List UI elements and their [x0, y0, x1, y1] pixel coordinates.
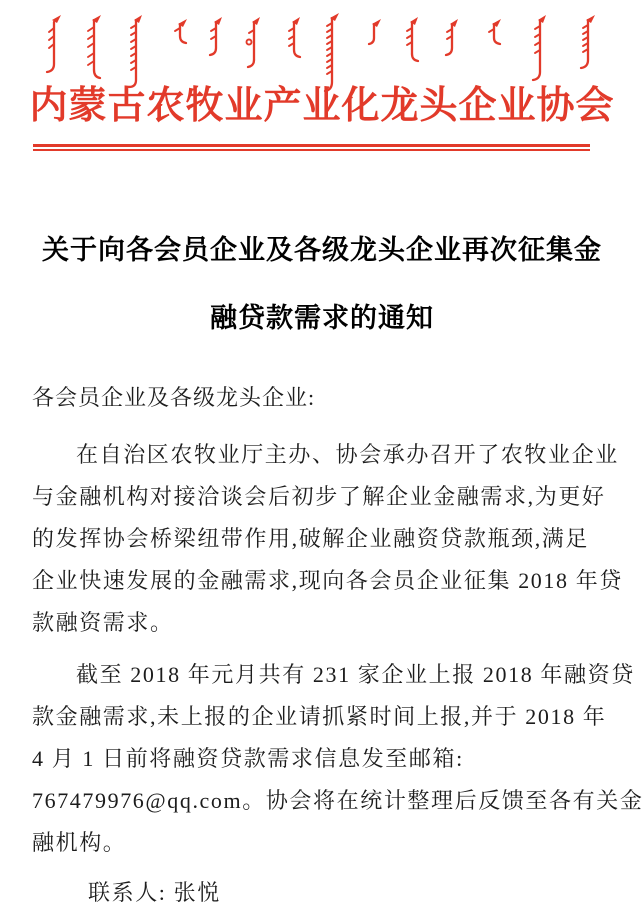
body-line: 在自治区农牧业厅主办、协会承办召开了农牧业企业 [76, 442, 619, 467]
body-line: 企业快速发展的金融需求,现向各会员企业征集 2018 年贷 [32, 568, 623, 593]
notice-body [0, 216, 644, 914]
body-line: 款融资需求。 [32, 610, 174, 635]
contact-line: 联系人: 张悦 [88, 880, 221, 905]
body-line: 截至 2018 年元月共有 231 家企业上报 2018 年融资贷 [76, 662, 635, 687]
organization-name: 内蒙古农牧业产业化龙头企业协会 [29, 85, 615, 127]
letterhead-divider-rule [33, 144, 590, 151]
body-line: 4 月 1 日前将融资贷款需求信息发至邮箱: [32, 746, 464, 771]
notice-title-line-2: 融贷款需求的通知 [210, 303, 434, 333]
body-line: 与金融机构对接洽谈会后初步了解企业金融需求,为更好 [32, 484, 606, 509]
notice-title [32, 216, 612, 352]
letterhead [0, 0, 644, 152]
paragraph-1 [32, 434, 623, 644]
salutation: 各会员企业及各级龙头企业: [32, 385, 316, 410]
body-line: 融机构。 [32, 830, 127, 855]
body-line: 的发挥协会桥梁纽带作用,破解企业融资贷款瓶颈,满足 [32, 526, 590, 551]
body-line: 767479976@qq.com。协会将在统计整理后反馈至各有关金 [32, 788, 644, 813]
paragraph-2 [32, 654, 644, 864]
body-line: 款金融需求,未上报的企业请抓紧时间上报,并于 2018 年 [32, 704, 607, 729]
notice-title-line-1: 关于向各会员企业及各级龙头企业再次征集金 [42, 235, 602, 265]
